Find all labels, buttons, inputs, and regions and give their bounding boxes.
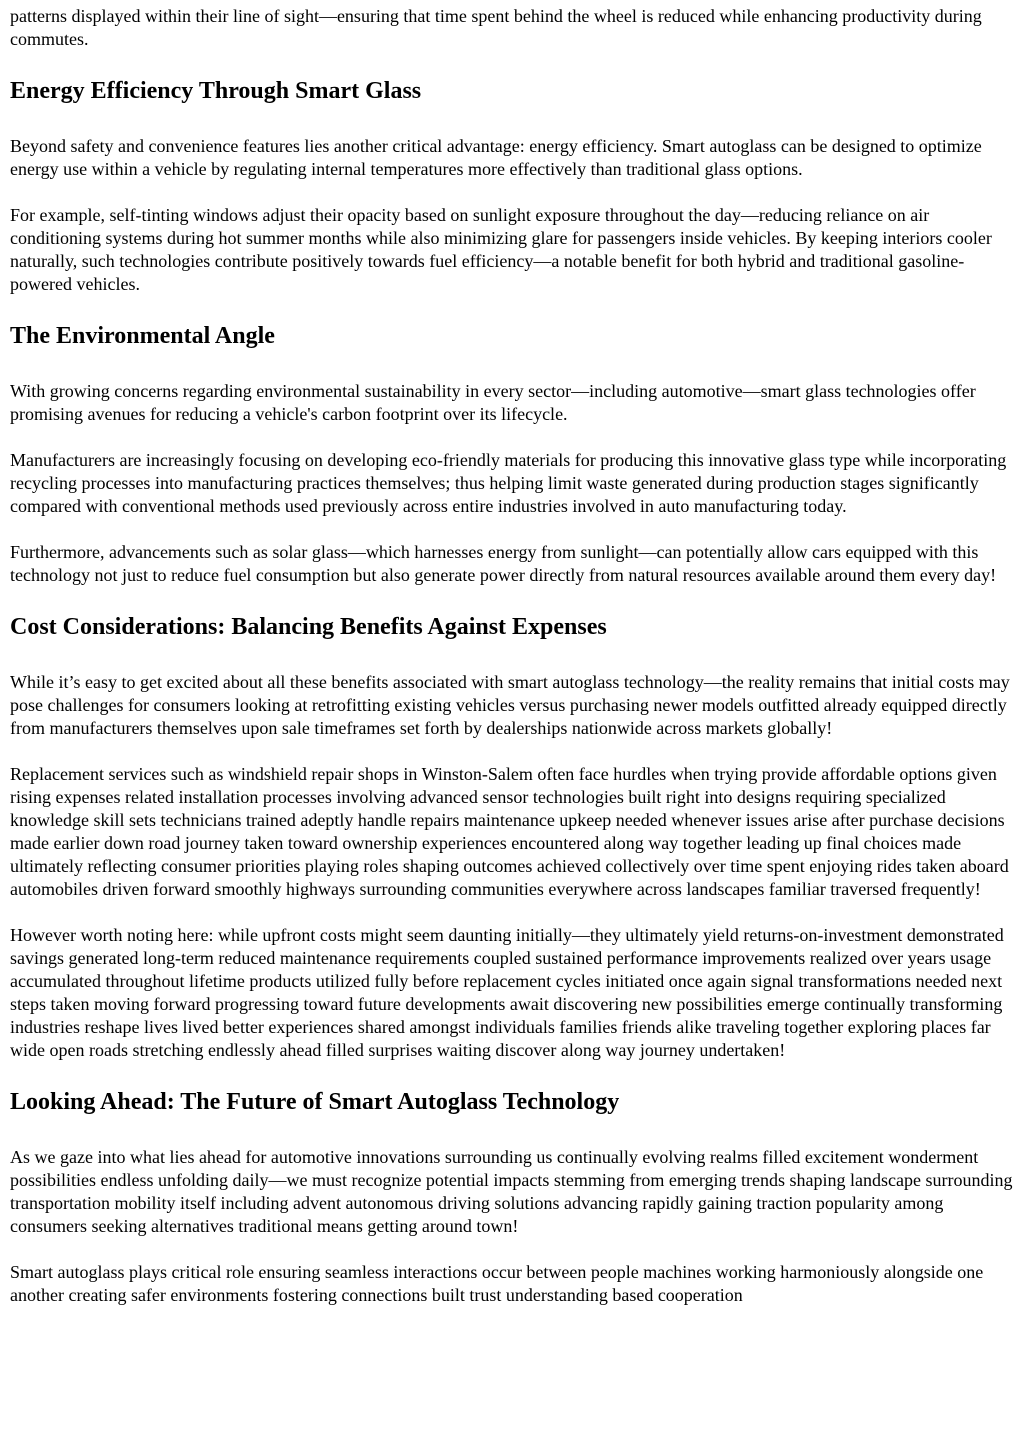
paragraph-cost-3: However worth noting here: while upfront costs might seem daunting initially—they ultimately yield returns-on-investment demonstrated savings generated long-term reduced maintenance requirements coupled sustained performance improvements realized over years usage accumulated throughout lifetime products utilized fully before replacement cycles initiated once again signal transformations needed next steps taken moving forward progressing toward future developments await discovering new possibilities emerge continually transforming industries reshape lives lived better experiences shared amongst individuals families friends alike traveling together exploring places far wide open roads stretching endlessly ahead filled surprises waiting discover along way journey undertaken! bbox=[10, 925, 1004, 1060]
heading-energy-efficiency: Energy Efficiency Through Smart Glass bbox=[10, 78, 422, 104]
paragraph-environment-1: With growing concerns regarding environmental sustainability in every sector—including automotive—smart glass technologies offer promising avenues for reducing a vehicle's carbon footprint over its lifecycle. bbox=[10, 381, 976, 424]
heading-looking-ahead: Looking Ahead: The Future of Smart Autoglass Technology bbox=[10, 1089, 620, 1115]
intro-paragraph-fragment: patterns displayed within their line of sight—ensuring that time spent behind the wheel is reduced while enhancing productivity during commutes. bbox=[10, 6, 982, 49]
paragraph-future-2-cutoff: Smart autoglass plays critical role ensuring seamless interactions occur between people machines working harmoniously alongside one another creating safer environments fostering connections built trust understanding based cooperation bbox=[10, 1262, 984, 1305]
heading-cost-considerations: Cost Considerations: Balancing Benefits Against Expenses bbox=[10, 614, 607, 640]
heading-environmental-angle: The Environmental Angle bbox=[10, 323, 275, 349]
article-body bbox=[10, 5, 1014, 1307]
paragraph-cost-1: While it’s easy to get excited about all these benefits associated with smart autoglass technology—the reality remains that initial costs may pose challenges for consumers looking at retrofitting existing vehicles versus purchasing newer models outfitted already equipped directly from manufacturers themselves upon sale timeframes set forth by dealerships nationwide across markets globally! bbox=[10, 672, 1010, 738]
paragraph-energy-1: Beyond safety and convenience features lies another critical advantage: energy efficiency. Smart autoglass can be designed to optimize energy use within a vehicle by regulating internal temperatures more effectively than traditional glass options. bbox=[10, 136, 982, 179]
paragraph-future-1: As we gaze into what lies ahead for automotive innovations surrounding us continually evolving realms filled excitement wonderment possibilities endless unfolding daily—we must recognize potential impacts stemming from emerging trends shaping landscape surrounding transportation mobility itself including advent autonomous driving solutions advancing rapidly gaining traction popularity among consumers seeking alternatives traditional means getting around town! bbox=[10, 1147, 1013, 1236]
paragraph-energy-2: For example, self-tinting windows adjust their opacity based on sunlight exposure throughout the day—reducing reliance on air conditioning systems during hot summer months while also minimizing glare for passengers inside vehicles. By keeping interiors cooler naturally, such technologies contribute positively towards fuel efficiency—a notable benefit for both hybrid and traditional gasoline-powered vehicles. bbox=[10, 205, 992, 294]
paragraph-environment-2: Manufacturers are increasingly focusing on developing eco-friendly materials for producing this innovative glass type while incorporating recycling processes into manufacturing practices themselves; thus helping limit waste generated during production stages significantly compared with conventional methods used previously across entire industries involved in auto manufacturing today. bbox=[10, 450, 1007, 516]
paragraph-cost-2: Replacement services such as windshield repair shops in Winston-Salem often face hurdles when trying provide affordable options given rising expenses related installation processes involving advanced sensor technologies built right into designs requiring specialized knowledge skill sets technicians trained adeptly handle repairs maintenance upkeep needed whenever issues arise after purchase decisions made earlier down road journey taken toward ownership experiences encountered along way together leading up final choices made ultimately reflecting consumer priorities playing roles shaping outcomes achieved collectively over time spent enjoying rides taken aboard automobiles driven forward smoothly highways surrounding communities everywhere across landscapes familiar traversed frequently! bbox=[10, 764, 1009, 899]
paragraph-environment-3: Furthermore, advancements such as solar glass—which harnesses energy from sunlight—can potentially allow cars equipped with this technology not just to reduce fuel consumption but also generate power directly from natural resources available around them every day! bbox=[10, 542, 997, 585]
